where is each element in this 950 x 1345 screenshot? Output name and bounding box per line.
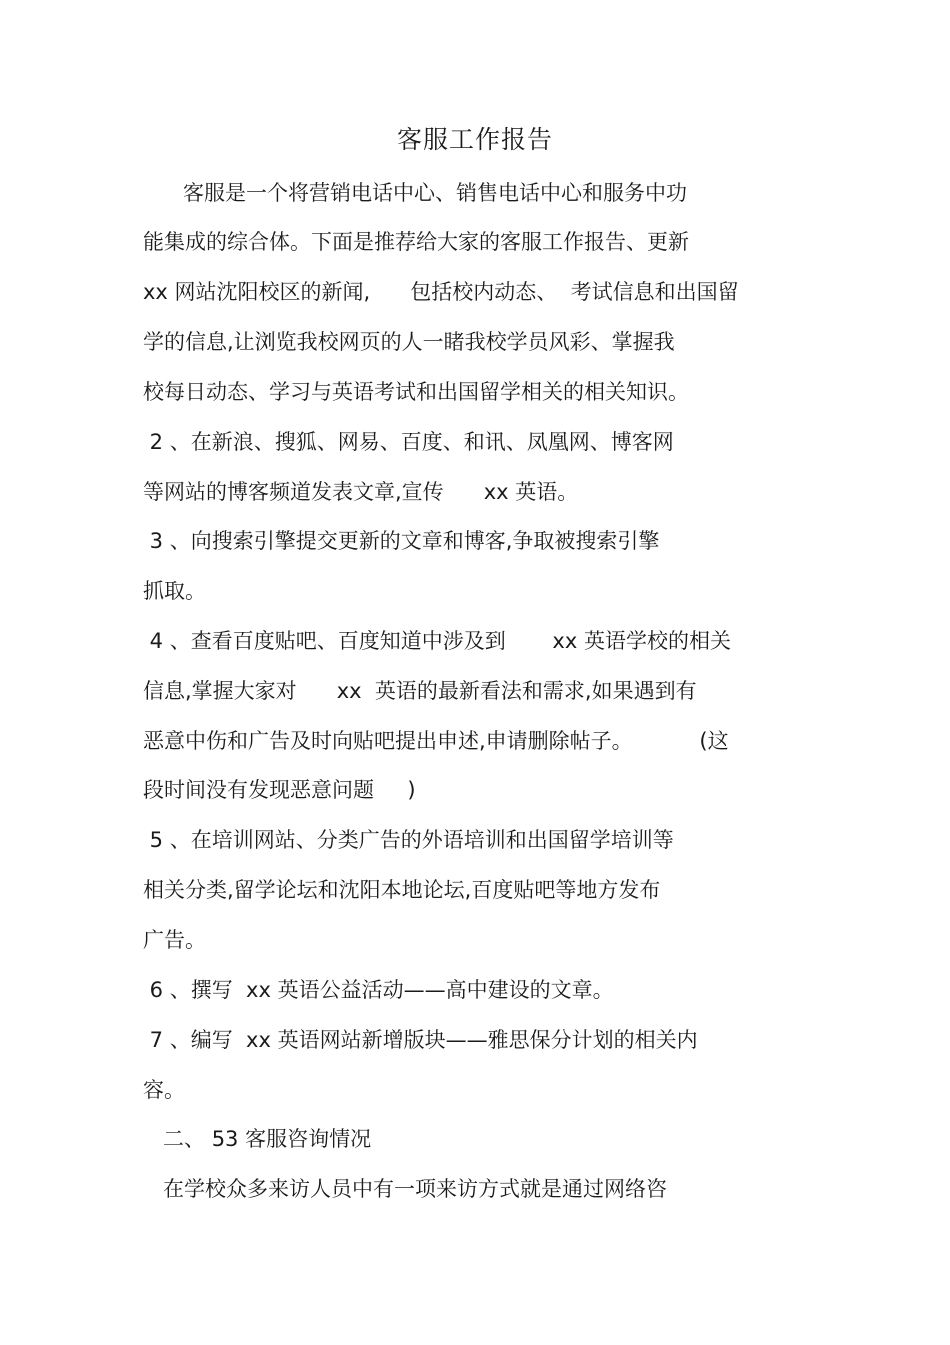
text-line: 学的信息,让浏览我校网页的人一睹我校学员风彩、掌握我 — [143, 330, 675, 354]
section-heading: 二、 53 客服咨询情况 — [143, 1127, 372, 1151]
text-line: 客服是一个将营销电话中心、销售电话中心和服务中功 — [143, 181, 688, 205]
text-line: 广告。 — [143, 928, 206, 952]
text-line: xx 网站沈阳校区的新闻, 包括校内动态、 考试信息和出国留 — [143, 280, 739, 304]
text-line: 在学校众多来访人员中有一项来访方式就是通过网络咨 — [143, 1177, 668, 1201]
text-line: 容。 — [143, 1078, 185, 1102]
text-line: 相关分类,留学论坛和沈阳本地论坛,百度贴吧等地方发布 — [143, 878, 661, 902]
text-line: 2 、在新浪、搜狐、网易、百度、和讯、凤凰网、博客网 — [143, 430, 674, 454]
text-line: 5 、在培训网站、分类广告的外语培训和出国留学培训等 — [143, 828, 674, 852]
text-line: 抓取。 — [143, 579, 206, 603]
text-line: 3 、向搜索引擎提交更新的文章和博客,争取被搜索引擎 — [143, 529, 660, 553]
text-line: 信息,掌握大家对 xx 英语的最新看法和需求,如果遇到有 — [143, 679, 697, 703]
text-line: 6 、撰写 xx 英语公益活动——高中建设的文章。 — [143, 978, 614, 1002]
text-line: 校每日动态、学习与英语考试和出国留学相关的相关知识。 — [143, 380, 689, 404]
text-line: 段时间没有发现恶意问题 ) — [143, 778, 416, 802]
text-line: 7 、编写 xx 英语网站新增版块——雅思保分计划的相关内 — [143, 1028, 698, 1052]
text-line: 能集成的综合体。下面是推荐给大家的客服工作报告、更新 — [143, 230, 689, 254]
text-line: 等网站的博客频道发表文章,宣传 xx 英语。 — [143, 480, 579, 504]
text-line: 恶意中伤和广告及时向贴吧提出申述,申请删除帖子。 (这 — [143, 729, 729, 753]
text-line: 4 、查看百度贴吧、百度知道中涉及到 xx 英语学校的相关 — [143, 629, 731, 653]
page-title: 客服工作报告 — [396, 125, 553, 154]
